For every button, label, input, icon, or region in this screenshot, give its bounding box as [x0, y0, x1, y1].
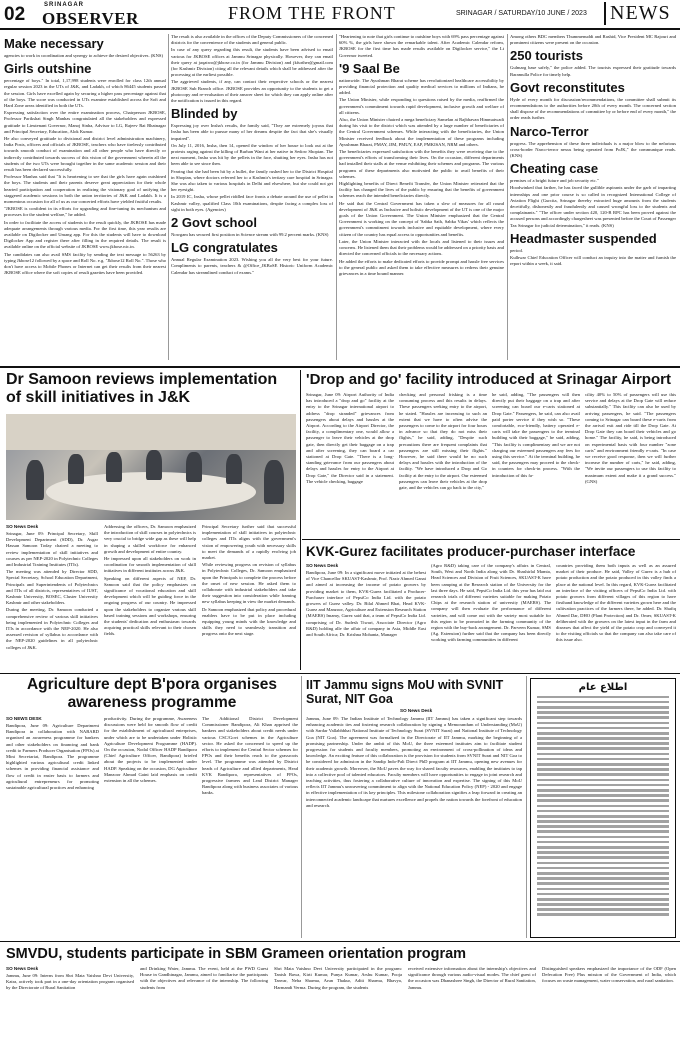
page-number: 02	[4, 4, 26, 25]
airport-col-2	[399, 392, 487, 536]
body-text: While reviewing progress on revision of syllabus in Polytechnic Colleges, Dr. Samoon emphasized upon the Principals to complete the process before the onset of new session. He asked them to collaborate with industrial stakeholders and take their suggestion into consideration while framing new syllabus keeping in view the market demands.	[202, 562, 296, 605]
skill-col-1	[6, 524, 98, 670]
byline: SO NEWS DESK	[6, 716, 42, 721]
headline-agriculture-dept	[6, 676, 298, 712]
body-text: He also conveyed gratitude to divisional and district level administration machinery, India Posts, officers and officials of JKBOSE, teachers who have tirelessly contributed towards smooth conduct of examination and all other people who have directly or indirectly contributed towards success of this vision of the government wherein all the students of the two UTs were brought together in the same academic session and their result has been declared successfully.	[4, 136, 166, 173]
body-text: he said, adding, "The passengers will then directly put their baggage on a trap and after screening can board our e-carts stationed at Drop Gate." Passengers, he said, can also avail paid porter service if they wish so. "These comfortable, eco-friendly, battery operated e-carts will take the passengers to the terminal building with their baggage," he said, adding, "This facility is complimentary and we are not charging our esteemed passengers any fees for using this service." At the terminal building, he said, the passengers may proceed to the check-in counters for check-in process. "With the introduction of this fa-	[492, 392, 580, 478]
body-text: The candidates can also avail SMS facility by sending the text message to 56263 by typing Jkbose12 followed by a space and Roll No. e.g. "Jkbose12 Roll No.". Those who don't have access to Mobile Phones or Internet can get their results from their nearest JKBOSE office where the soft copies of result gazettes have been provided.	[4, 251, 166, 276]
newspaper-logo: OBSERVER	[42, 9, 139, 28]
body-text: The meeting was attended by Director SDD, Special Secretary, School Education Department, Principals and Superintendents of Polytechnics and ITIs of all districts, representatives of IUST, Kashmir University, BOSEC, Cluster University Kashmir and other stakeholders.	[6, 569, 98, 606]
body-text: Expressing satisfaction over the entire examination process, Chairperson JKBOSE, Professor Parikshat Singh Manhas congratulated all the stakeholders and expressed gratitude to Lieutenant Governor, Manoj Sinha, Advisor to LG, Rajeev Rai Bhatnagar and Principal Secretary, Education, Alok Kumar.	[4, 110, 166, 134]
body-text: Annual Regular Examination 2023. Wishing you all the very best for your future. Compliments to parents, teachers & @Office_JKBoSE Historic Uniform Academic Calendar has streamlined conduct of exams."	[171, 257, 333, 275]
body-text: Highlighting benefits of Direct Benefit Transfer, the Union Minister reiterated that the facility has changed the lives of the public by ensuring that the benefits of government schemes reach the intended beneficiaries directly.	[339, 181, 504, 199]
body-text: Hyde of every month for discussion/recommendations, the committee shall submit its recommendations to the authorities before 20th of every month. The concerned section shall dispose of the recommendations of committee by or before end of every month," the order reads further.	[510, 96, 676, 121]
body-text: and Drinking Water, Jammu. The event, held at the PWD Guest House in Gandhinagar, Jammu, aimed to familiarise the participants with the objectives and relevance of the internship. The following students from	[140, 966, 268, 990]
body-text: During the meeting, Dr. Samoon conducted a comprehensive review of various skill initiatives being implemented in Polytechnic Colleges and ITIs in accordance with the NEP-2020. He also assessed revision of syllabus to accordance with the NEP-2020 guidelines in all polytechnic colleges of J&K.	[6, 607, 98, 650]
body-text: On July 11, 2016, Insha, then 14, opened the window of her house to look out at the protests raging against the killing of Burhan Wani at her native in Sedow Shopian. The next moment, Insha was hit by the pellets in the face, shutting her eyes. Insha has not been able to see since then.	[171, 142, 333, 167]
body-text: Expressing joy over Insha's results, the family said, "They are extremely joyous that Insha has been able to pursue many of her dreams despite the fact that she's visually impaired".	[171, 123, 333, 141]
headline-cheating-case: Cheating case	[510, 161, 599, 177]
kvk-col-1	[306, 563, 426, 670]
body-text: Among others BDC members Thummenuddi and Rashid, Vice President MC Rajouri and prominent citizens were present on the occasion.	[510, 34, 676, 46]
headline-blinded-by: Blinded by	[171, 106, 238, 122]
agri-col-1	[6, 716, 99, 938]
top-column-1	[4, 34, 166, 360]
body-text: He impressed upon all stakeholders on work in coordination for smooth implementation of skill initiatives in different institutes across J&K.	[104, 556, 196, 574]
body-text: productivity. During the programme, Awareness discussions were held for smooth flow of credit for the establishment of agricultural enterprises, under which are to be undertaken under Holistic Agriculture Development Programme (HADP). On the occasion, Nodal Officer HADP Bandipora (Chief Agriculture Officer, Bandipora) briefed about the projects to be implemented under HADP. Speaking on the occasion, DG Agriculture Manzoor Ahmad Gaini laid emphasis on credit extension in all the schemes.	[104, 716, 197, 784]
body-text: The result is also available in the offices of the Deputy Commissioners of the concerned districts for the convenience of the students and general public.	[171, 34, 333, 46]
body-text: premises of a bright future and job security etc."	[510, 178, 599, 184]
dateline: SRINAGAR / SATURDAY/10 JUNE / 2023	[456, 10, 587, 17]
top-column-3	[339, 34, 504, 360]
body-text: progress. The apprehension of these three individuals is a major blow to the nefarious cross-border Narco-terror nexus being operated from PoJK," the communique reads. (KNS)	[510, 140, 676, 159]
body-text: Srinagar, June 09: Airport Authority of India has introduced a "drop and go" facility at the entry to the Srinagar international airport to address "drop stranded" grievances from passengers about delays and hassles at the Airport. According to the Airport Director, the facility, a complimentary one, would allow a passenger to leave their vehicles at the drop gate, then directly get their baggage on a trap and after screening, they can board a car stationed at Drop Gate. "There is a long-standing grievance from our passengers about delays and hassles for entry to the Airport at Drop Gate," the Director said in a statement. The vehicle checking, baggage	[306, 392, 394, 484]
headline-girls-outshine: Girls outshine	[4, 61, 92, 77]
headline-2-govt-school: 2 Govt school	[171, 215, 257, 231]
headline-line-1: Dr Samoon reviews implementation	[6, 371, 278, 388]
headline-line-1: Agriculture dept B'pora organises	[26, 676, 277, 693]
headline-make-necessary: Make necessary	[4, 36, 104, 51]
smvdu-col-3	[274, 966, 402, 1042]
body-text: Speaking on different aspects of NEP, Dr. Samoon said that the policy emphasizes on significance of vocational education and skill development which will be guiding force in the ongoing progress of our country. He impressed upon the stakeholders to organize various skill based training sessions and workshops, ensuring the students' dedication and enthusiasm towards acquiring practical skills relevant to their chosen fields.	[104, 575, 196, 637]
body-text: "JKBOSE is confident in its efforts for upgrading and fine-tuning its mechanism and processes for the student welfare," he added.	[4, 206, 166, 218]
logo-city: SRINAGAR	[44, 2, 85, 8]
headline-250-tourists: 250 tourists	[510, 48, 583, 64]
agri-col-3	[202, 716, 298, 938]
headline-narco-terror: Narco-Terror	[510, 123, 589, 139]
smvdu-col-1	[6, 966, 134, 1042]
skill-col-3	[202, 524, 296, 670]
agri-col-2	[104, 716, 197, 938]
body-text: Dr Samoon emphasized that policy and procedural enablers have to be put in place including equipping young minds with the knowledge and skills they need to seamlessly transition and progress onto the next stage.	[202, 606, 296, 637]
smvdu-col-4	[408, 966, 536, 1042]
body-text: agencies to work in coordination and synergy to achieve the desired objectives. (KNS)	[4, 53, 163, 58]
body-text: Shri Mata Vaishno Devi University participated in the program: Tanish Bawa, Kirti Kumar, Punya Kumar, Arshu Kumar, Pooja Tanvar, Neha Sharma, Arun Thakur, Aditi Sharma, Bhavya, Harmandi Verma. During the program, the students	[274, 966, 402, 990]
top-column-2	[171, 34, 333, 360]
body-text: countries providing them both inputs as well as an assured market of their produce. He said, Valley of Gurez is a hub of potato production and the potato produced in this valley finds a place at the national level. In this regard, KVK-Gurez facilitated an interface of the visiting officers of PepsiCo India Ltd. with potato growers from different villages of this region to have firsthand knowledge of the different varieties grown here and the cultivation practices of the farmers there, he added. Dr. Shafiq Ahmed Dar, DHO (Plant Protection) and Dr. Omer, SKUAST-K deliberated with the growers on the latest input in the farm and diseases that affect the yield of the potato crop and conveyed it to the visiting officials so that the company can also take care of this issue also.	[556, 563, 676, 643]
body-text: Srinagar, June 09: Principal Secretary, Skill Development Department (SDD), Dr. Asgar Hassan Samoon Today chaired a meeting to review implementation of skill initiatives and courses as per NEP-2020 in Polytechnic Colleges and Industrial Training Institutes (ITIs).	[6, 531, 98, 568]
headline-dr-samoon	[6, 371, 296, 407]
section-title: FROM THE FRONT	[228, 3, 396, 23]
byline: SO News Desk	[306, 563, 339, 568]
body-text: cility 40% to 50% of passengers will use this service and delays at the Drop Gate will reduce substantially." This facility can also be used by arriving passengers, he said. "The passengers coming to Srinagar can board these e-carts from the arrival exit and ride till the Drop Gate. At Drop Gate they can board their vehicles and go home." The facility, he said, is being introduced on experimental basis with four number "zone carts" and environment friendly e-carts. "In case we receive good response, then we will further increase the number of carts," he said, adding, "We invite our passengers to use this facility to maximum extent and make it a grand success." (GNS)	[585, 392, 676, 484]
body-text: Kulhwar Chief Education Officer will conduct an inquiry into the matter and furnish the report within a week, it said.	[510, 255, 676, 267]
headline-9-saal-be: '9 Saal Be	[339, 60, 400, 76]
body-text: Also, the Union Minister chaired a mega beneficiary Samelan at Rajbhavan Himmatwadi during his visit to the district which was attended by a large number of beneficiaries of the Central Government schemes. While interacting with the beneficiaries, the Union Minister received feedback about the implementation of these programs including Ayushman Bharat, PMAY, JJM, PMUY, EAP, PMKISAN, NRM and others.	[339, 117, 504, 147]
body-text: "Heartening to note that girls continue to outshine boys with 69% pass percentage against 60% %, the girls have shown the remarkable talent. After Academic Calendar reform, JKBOSE for the first time has made results available on Digilocker service," the Lt Governor tweeted.	[339, 34, 504, 58]
body-text: Jammu, June 09: The Indian Institute of Technology Jammu (IIT Jammu) has taken a significant step towards enhancing academic ties and fostering research collaboration by signing a Memorandum of Understanding (MoU) with Sardar Vallabhbhai National Institute of Technology Surat (SVNIT Surat) and National Institute of Technology Goa (NIT Goa). The agreement was formalized in the Directorate of IIT Jammu, marking the beginning of a promising partnership. Under the ambit of this MoU, the three esteemed institutes aim to facilitate student progression for students and faculty members, promoting an environment of cross-pollination of ideas and knowledge. An exciting feature of this collaboration is the provision for students from SVNIT Surat and NIT Goa to be considered for admission in the Sandip Indo-Pali Direct PhD program at IIT Jammu, opening new avenues for their academic growth. Moreover, the MoU paves the way for shared faculty resources, enabling the institutes to tap into a collective pool of talented educators. Faculty members will have opportunities to engage in joint research and teaching activities, thus fostering a collaborative culture of innovation and expertise. The signing of this MoU reflects IIT Jammu's unwavering commitment to align with the National Education Policy (NEP) - 2020 and engage in effective implementation of its key principles. This milestone collaboration signifies a leap forward in creating an interconnected academic landscape that nurtures excellence and propels the nation towards the forefront of education and research.	[306, 716, 522, 808]
body-text: nationwide. The Ayushman Bharat scheme has revolutionized healthcare accessibility by providing financial protection and quality medical services to millions of Indians, he added.	[339, 77, 504, 96]
headline-smvdu: SMVDU, students participate in SBM Grameen orientation program	[6, 946, 467, 962]
airport-col-1	[306, 392, 394, 536]
smvdu-col-2	[140, 966, 268, 1042]
body-text: In 2019 IC, Insha, whose pellet riddled face fronts a debate around the use of pellet in Kashmir valley, qualified Class 10th examinations, despite facing a complex loss of sight in both eyes. (Agencies)	[171, 194, 333, 212]
headline-drop-and-go: 'Drop and go' facility introduced at Srinagar Airport	[306, 371, 671, 388]
body-text: He added the efforts to make dedicated efforts to provide prompt and hassle free services to the general public and asked them to take effective measures to redress their genuine grievances in a time bound manner.	[339, 258, 504, 276]
headline-line-2: of skill initiatives in J&K	[6, 389, 191, 406]
body-text: The aggrieved students, if any, can contact their respective schools or the nearest JKBOSE Sub Branch office. JKBOSE provides an opportunity to the students to get a photocopy and re-evaluation of their answer sheet for which they can apply online after the notification is issued in this regard.	[171, 79, 333, 104]
headline-headmaster-suspended: Headmaster suspended	[510, 230, 657, 246]
headline-line-2: awareness programme	[67, 694, 237, 711]
top-column-4	[510, 34, 676, 360]
body-text: checking and personal frisking is a time consuming process and this results in delays. These passengers seeking entry to the airport, he stated. "Hassles are increasing to such an extent that we have to often advise the passengers to come to the airport for four hours in advance so that they do not miss their flights," he said, adding, "Despite such precautions there are frequent complaints that passengers are still missing their flights." However, he said there would be no such delays and hassles with the introduction of the facility. "We have introduced a Drop and Go facility at the entry to the airport. Our esteemed passengers can leave their vehicles at the drop gate, and the vehicles can go back to the city,"	[399, 392, 487, 491]
urdu-notice-text-block	[531, 696, 675, 916]
body-text: (Agro R&D) taking care of the company's affairs in Central, South, West and North India along with Dr. Shashirlal Mamta, Head Sciences and Division of Fruit Sciences, SKUAST-K have been camping at the Research station of the University for the last three days. He said, PepsiCo India Ltd. this year has laid out research trials of different varieties suitable for making Potato Chips at the research station of university (MAERS). The company will then evaluate the performance of different varieties, and will come out with the variety most suitable for this region to be promoted in the farming community of the region with the buy-back arrangement. Dr. Parveen Kumar, SMS (Ag. Extension) further said that the company has been directly working with farming communities in different	[431, 563, 551, 643]
airport-col-4	[585, 392, 676, 536]
body-text: In order to facilitate the access of students to the result quickly, the JKBOSE has made adequate arrangements through various media. For the first time, this year results are available on Digilocker and Umang app. For this the students will have to download Digilocker App and register there after filling in the required details. The result is available online on the official website of JKBOSE www.jkbose.nic.in.	[4, 219, 166, 250]
section-news-label: NEWS	[604, 2, 671, 25]
kvk-col-3	[556, 563, 676, 670]
body-text: percentage of boys." In total, 1,17,998 students were enrolled for class 12th annual regular session 2023 in the UTs of J&K, and Ladakh, of which 86445 students passed the session. Girls have excelled again by securing a higher pass percentage against that of the boys. The score was conducted in UTs examine established across the Soft and Hard Zone areas identified in both the UTs.	[4, 78, 166, 109]
headline-lg-congratulates: LG congratulates	[171, 240, 278, 256]
body-text: The Additional District Development Commissioner Bandipora, Ali Khan apprised the bankers and stakeholders about credit needs under various CSC/Govt schemes in the Agriculture sector. He asked the concerned to speed up the efforts to implement the Central Sector schemes for FPOs and their benefits reach to the grassroots level. The programme was attended by District heads of Agriculture and allied departments, Head KVK Bandipora, representatives of FPOs, progressive farmers and Lead District Manager Bandipora along with business associates of various banks.	[202, 716, 298, 796]
body-text: Later, the Union Minister interacted with the locals and listened to their issues and concerns. He listened them that their problems would be addressed on a priority basis and directed the concerned officials to the necessary actions.	[339, 238, 504, 257]
body-text: Addressing the officers, Dr. Samoon emphasized the introduction of skill courses in polytechnics is very crucial to bridge wide gap as these will help in shaping a skilled workforce for enhanced growth and development of entire country.	[104, 524, 196, 554]
body-text: The Union Minister, while responding to questions raised by the media, reaffirmed the government's commitment towards rapid development, inclusive growth and welfare of all citizens.	[339, 97, 504, 115]
headline-kvk-gurez: KVK-Gurez facilitates producer-purchaser interface	[306, 544, 636, 559]
headline-govt-reconstitutes: Govt reconstitutes	[510, 79, 625, 95]
body-text: Hoodwinked that farther, he has faced the gullible aspirants under the garb of imparting internships and one prior course is so called in recognized International College of Aviation Flight (Gurcita, Srinagar thereby extracted huge amounts from the students deceitfully, dishonestly and fraudulently and caused wrongful loss to the students and complainants." "The officer under section 420, 120-B RPC has been proved against the accused persons and accordingly chargesheet was presented before the Court of Passenger Tax Srinagar for judicial determination," it reads. (KNS)	[510, 185, 676, 228]
body-text: Nowgam has secured first position in Science stream with 99.2 percent marks. (KNS)	[171, 232, 329, 238]
byline: SO News Desk	[6, 966, 39, 971]
iit-byline: SO News Desk	[400, 708, 433, 713]
body-text: In case of any query regarding this result, the students have been advised to email various for JKBOSE offices at Jammu Srinagar physically. However, they can email their query at jaqatwo@jkbose.co.in (for Jammu Division) and jkfurther@gmail.com (for Kashmir Division) citing all the relevant details which shall be addressed after the processing at the earliest possible.	[171, 47, 333, 78]
body-text: Bandipora, June 09: In a significant move initiated at the behest of Vice Chancellor SKUAST-Kashmir, Prof. Nazir Ahmed Ganai and aimed at increasing the income of potato growers by providing market to them, KVK-Gurez facilitated a Producer-Purchaser interface of PepsiCo India Ltd. with the potato growers of Gurez valley. Dr. Bilal Ahmed Bhat, Head KVK-Gurez and Manzoor, Agriculture and Extension Research Station (MAERS) Imamy, Gurez said that, a team of PepsiCo India Ltd. comprising of Dr. Sudesh Tiwari, Associate Director (Agro R&D) holding alle the affair of company in Asia, Middle East and South Africa; Dr. Krishna Mohanta, Manager	[306, 570, 426, 638]
body-text: Jammu, June 09: Interns from Shri Mata Vaishno Devi University, Katra, actively took part in a one-day orientation program organised by the Directorate of Rural Sanitation	[6, 973, 134, 991]
urdu-public-notice	[530, 678, 676, 938]
urdu-notice-title: اطلاع عام	[578, 682, 628, 693]
masthead	[0, 0, 680, 30]
body-text: Bandipora, June 09: Agriculture Department Bandipora in collaboration with NABARD organised an awareness programme for bankers and other stakeholders on financing and bank credit to Farmers Producer Organisation (FPOs) at Mini Secretariat, Bandipora. The programme highlighted various agricultural credit linked schemes in providing financial assistance and flow of credit in easier basis to farmers and agricultural entrepreneurs for promoting sustainable agricultural practices and enhancing	[6, 723, 99, 791]
body-text: period.	[510, 247, 523, 253]
kvk-col-2	[431, 563, 551, 670]
body-text: He said that the Central Government has taken a slew of measures for all round development of J&K as Inclusive and holistic development of the UT is one of the major goals of the Union Government. The Union Minister emphasized that the Central Government is working on the concept of 'Sabka Sath, Sabka Vikas' which reflects the government's commitment towards inclusive and equitable development, where every citizen of the country has equal access to opportunities and benefits.	[339, 200, 504, 237]
body-text: Gulmarg base safely," the police added. The tourists expressed their gratitude towards Baramulla Police for timely help.	[510, 65, 676, 77]
body-text: received extensive information about the internship's objectives and significance through various audio-visual modes. The chief guest of the occasion was Dhanashree Singh, the Director of Rural Sanitation, Jammu.	[408, 966, 536, 990]
iit-body	[306, 716, 522, 938]
smvdu-col-5	[542, 966, 676, 1042]
body-text: Distinguished speakers emphasized the importance of the ODF (Open Defecation Free) Plus mission of the Government of India, which focuses on waste management, water conservation, and rural sanitation.	[542, 966, 676, 984]
body-text: Fearing that she had been hit by a bullet, the family rushed her to the District Hospital in Shopian, where doctors referred her to a Kashmir's tertiary care hospital in Srinagar. She was also taken to various hospitals in Delhi and elsewhere, but she could not get her eyesight.	[171, 168, 333, 193]
body-text: Principal Secretary further said that successful implementation of skill initiatives in polytechnic colleges and ITIs aligns with the government's vision of empowering youth with necessary skills to meet the demands of a rapidly evolving job market.	[202, 524, 296, 561]
body-text: The beneficiaries expressed satisfaction with the benefits they were receiving due to the government's efforts of transforming their lives. On the occasion, different departments had installed their stalls at the venue exhibiting their schemes and programs. The various programs of these departments also motivated the public to avail benefits of their schemes.	[339, 149, 504, 179]
byline: SO News Desk	[6, 524, 39, 529]
body-text: Professor Manhas said that "It is heartening to see that the girls have again outshined the boys. The students and their parents deserve great appreciation for their whole hearted participation and cooperation in realizing the visionary goal of unifying the staggered academic sessions in both the union territories of J&K and Ladakh. It is a momentous occasion for all of us as our concerted efforts have yielded fruitful results.	[4, 174, 166, 205]
headline-iit-jammu: IIT Jammu signs MoU with SVNIT Surat, NIT Goa	[306, 678, 504, 706]
airport-col-3	[492, 392, 580, 536]
meeting-photo	[6, 414, 296, 520]
skill-col-2	[104, 524, 196, 670]
